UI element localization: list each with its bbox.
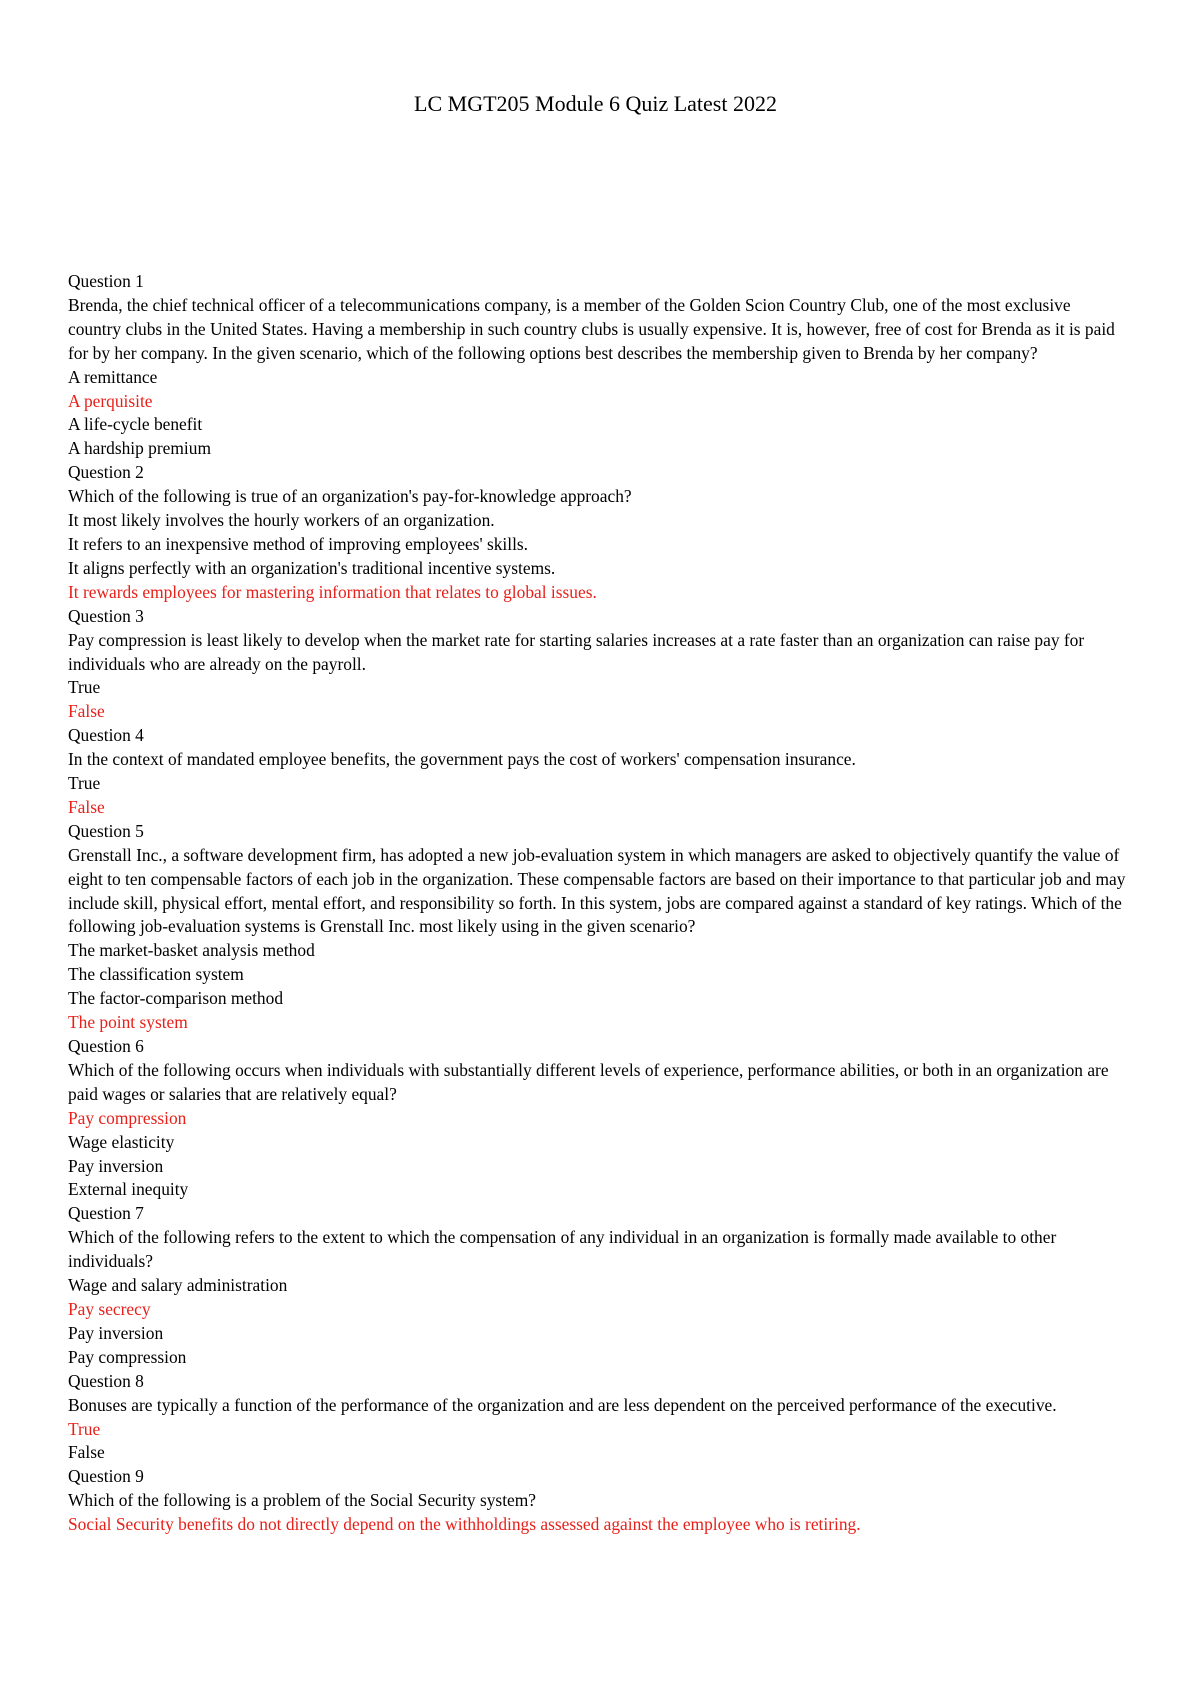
answer-option: Pay compression bbox=[68, 1346, 187, 1367]
question-label: Question 3 bbox=[68, 605, 144, 626]
question-text: Which of the following refers to the extent to which the compensation of any individual in an organization is formally made available to other individuals? bbox=[68, 1227, 1057, 1272]
question-label: Question 1 bbox=[68, 271, 144, 291]
document-title: LC MGT205 Module 6 Quiz Latest 2022 bbox=[414, 91, 777, 116]
correct-answer-option: The point system bbox=[68, 1012, 188, 1033]
answer-option: A life-cycle benefit bbox=[68, 414, 203, 435]
question-block-6 bbox=[68, 1035, 1128, 1202]
answer-option: False bbox=[68, 1442, 105, 1463]
answer-option: The classification system bbox=[68, 964, 244, 985]
question-block-7 bbox=[68, 1202, 1128, 1369]
answer-option: The factor-comparison method bbox=[68, 988, 284, 1009]
answer-option: Wage and salary administration bbox=[68, 1275, 288, 1296]
question-block-3 bbox=[68, 605, 1128, 725]
answer-option: The market-basket analysis method bbox=[68, 940, 315, 961]
correct-answer-option: True bbox=[68, 1418, 101, 1439]
question-text: Brenda, the chief technical officer of a telecommunications company, is a member of the Golden Scion Country Club, one of the most exclusive country clubs in the United States. Having a membership in such country clubs is usually expensive. It is, however, free of cost for Brenda as it is paid for by her company. In the given scenario, which of the following options best describes the membership given to Brenda by her company? bbox=[68, 294, 1115, 363]
correct-answer-option: A perquisite bbox=[68, 390, 153, 411]
question-block-2 bbox=[68, 461, 1128, 604]
question-text: Which of the following is true of an organization's pay-for-knowledge approach? bbox=[68, 486, 632, 507]
question-text: Which of the following occurs when individuals with substantially different levels of experience, performance abilities, or both in an organization are paid wages or salaries that are relatively equal? bbox=[68, 1059, 1109, 1104]
answer-option: Wage elasticity bbox=[68, 1131, 175, 1152]
answer-option: It refers to an inexpensive method of improving employees' skills. bbox=[68, 533, 529, 554]
question-block-5 bbox=[68, 820, 1128, 1035]
question-text: Grenstall Inc., a software development firm, has adopted a new job-evaluation system in which managers are asked to objectively quantify the value of eight to ten compensable factors of each job in the organization. These compensable factors are based on their importance to that particular job and may include skill, physical effort, mental effort, and responsibility so forth. In this system, jobs are compared against a standard of key ratings. Which of the following job-evaluation systems is Grenstall Inc. most likely using in the given scenario? bbox=[68, 844, 1126, 937]
question-label: Question 9 bbox=[68, 1466, 144, 1487]
question-label: Question 6 bbox=[68, 1036, 144, 1056]
correct-answer-option: Pay compression bbox=[68, 1107, 187, 1128]
question-block-1 bbox=[68, 270, 1128, 461]
answer-option: A hardship premium bbox=[68, 438, 211, 459]
answer-option: True bbox=[68, 773, 101, 794]
answer-option: Pay inversion bbox=[68, 1322, 164, 1343]
question-label: Question 2 bbox=[68, 462, 144, 483]
question-text: Pay compression is least likely to develop when the market rate for starting salaries increases at a rate faster than an organization can raise pay for individuals who are already on the payroll. bbox=[68, 629, 1085, 674]
question-label: Question 7 bbox=[68, 1203, 144, 1224]
question-label: Question 5 bbox=[68, 820, 144, 841]
answer-option: It aligns perfectly with an organization's traditional incentive systems. bbox=[68, 557, 556, 578]
correct-answer-option: False bbox=[68, 796, 105, 817]
answer-option: Pay inversion bbox=[68, 1155, 164, 1176]
question-block-8 bbox=[68, 1370, 1128, 1466]
correct-answer-option: False bbox=[68, 701, 105, 722]
question-label: Question 8 bbox=[68, 1370, 144, 1391]
quiz-content bbox=[68, 270, 1128, 1537]
answer-option: It most likely involves the hourly workers of an organization. bbox=[68, 510, 495, 531]
answer-option: True bbox=[68, 677, 101, 698]
answer-option: A remittance bbox=[68, 366, 158, 387]
question-text: Which of the following is a problem of the Social Security system? bbox=[68, 1490, 536, 1511]
question-text: In the context of mandated employee benefits, the government pays the cost of workers' compensation insurance. bbox=[68, 749, 856, 770]
question-label: Question 4 bbox=[68, 725, 144, 746]
question-text: Bonuses are typically a function of the performance of the organization and are less dependent on the perceived performance of the executive. bbox=[68, 1394, 1057, 1415]
question-block-4 bbox=[68, 724, 1128, 820]
correct-answer-option: Social Security benefits do not directly depend on the withholdings assessed against the employee who is retiring. bbox=[68, 1514, 861, 1535]
answer-option: External inequity bbox=[68, 1179, 189, 1200]
correct-answer-option: It rewards employees for mastering information that relates to global issues. bbox=[68, 581, 597, 602]
question-block-9 bbox=[68, 1465, 1128, 1537]
correct-answer-option: Pay secrecy bbox=[68, 1298, 151, 1319]
